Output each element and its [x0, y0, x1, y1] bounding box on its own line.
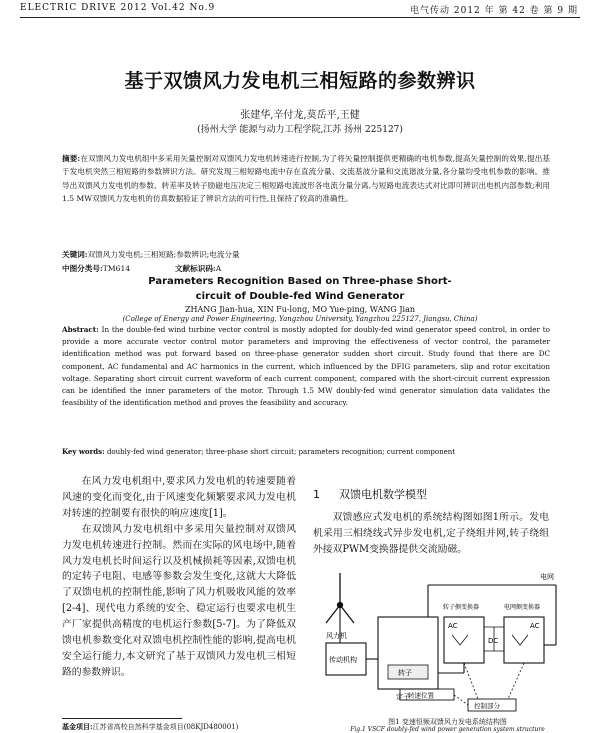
keywords-cn — [62, 249, 240, 260]
figure-1-caption-cn: 图1 变速恒频双馈风力发电系统结构图 — [388, 718, 507, 726]
abstract-cn-text: 在双馈风力发电机组中多采用矢量控制对双馈风力发电机转速进行控制,为了将矢量控制提供更精确的电机参数,提高矢量控制的效果,提出基于发电机突然三相短路的参数辨识方法。研究发现三相短路电流中存在直流分量、交流基波分量和交流谐波分量,各分量均受电机参数的影响。推导出双馈风力发电机的参数、转差率及转子励磁电压决定三相短路电流波形各电流分量分离,与短路电流表达式对比即可辨识出电机内部参数;利用1.5 MW双馈风力发电机的仿真数据验证了辨识方法的可行性,且保持了较高的准确性。 — [62, 154, 550, 203]
classification — [62, 263, 221, 274]
body-paragraph-1: 在风力发电机组中,要求风力发电机的转速要随着风速的变化而变化,由于风速变化频繁要求风力发电机对转速的控制要有很快的响应速度[1]。 — [62, 476, 296, 519]
clc-label: 中图分类号: — [62, 264, 103, 273]
gearbox-label: 传动机构 — [329, 656, 357, 664]
footnote-label: 基金项目: — [62, 722, 93, 731]
control-label: 控制部分 — [474, 702, 500, 710]
grid-label: 电网 — [540, 573, 554, 581]
figure-1-caption-en: Fig.1 VSCF doubly-fed wind power generation system structure — [350, 726, 545, 733]
journal-header-left: ELECTRIC DRIVE 2012 Vol.42 No.9 — [20, 3, 216, 13]
authors: 张建华,辛付龙,莫岳平,王健 — [240, 110, 360, 121]
footnote — [62, 722, 238, 732]
footnote-rule — [62, 718, 182, 719]
section-1-number: 1 — [313, 488, 320, 501]
keywords-en-label: Key words: — [62, 447, 105, 456]
abstract-en — [62, 324, 550, 409]
abstract-en-text: In the double-fed wind turbine vector control is mostly adopted for doubly-fed wind generator speed control, in order to provide a more accurate vector control motor parameters and improving the effectiveness of vector control, the parameter identification method was put forward based on three-phase generator sudden short circuit. Study found that there are DC component, AC fundamental and AC harmonics in the current, which influenced by the DFIG parameters, slip and rotor excitation voltage. Separating short circuit current waveform of each current component, compared with the short-circuit current expression can be identified the inner parameters of the motor. Through 1.5 MW doubly-fed wind generator simulation data validates the feasibility of the identification method and proves the feasibility and accuracy. — [62, 325, 550, 408]
speed-position-label: 转速位置 — [408, 691, 434, 700]
paper-title: 基于双馈风力发电机三相短路的参数辨识 — [124, 70, 476, 92]
affiliation-en: (College of Energy and Power Engineering, Yangzhou University, Yangzhou 225127, Jiangsu, China) — [122, 315, 478, 323]
grid-side-converter-label: 电网侧变换器 — [504, 604, 541, 611]
doc-code-label: 文献标识码: — [174, 264, 216, 273]
keywords-en — [62, 447, 455, 456]
clc-value: TM614 — [102, 264, 131, 273]
footnote-text: 江苏省高校自然科学基金项目(08KJD480001) — [92, 723, 239, 731]
body-paragraph-2: 在双馈风力发电机组中多采用矢量控制对双馈风力发电机转速进行控制。然而在实际的风电场中,随着风力发电机长时间运行以及机械损耗等因素,双馈电机的定转子电阻、电感等参数会发生变化,这就大大降低了双馈电机的控制性能,影响了风力机吸收风能的效率[2-4]、现代电力系统的安全、稳定运行也要求电机生产厂家提供高精度的电机运行参数[5-7]。为了降低双馈电机参数变化对双馈电机控制性能的影响,提高电机安全运行能力,本文研究了基于双馈风力发电机三相短路的参数辨识。 — [62, 523, 296, 678]
title-en-line2: circuit of Double-fed Wind Generator — [195, 291, 405, 302]
doc-code-value: A — [215, 264, 222, 273]
wind-turbine-label: 风力机 — [326, 632, 347, 640]
figure-1-diagram — [318, 565, 576, 715]
keywords-cn-text: 双馈风力发电机;三相短路;参数辨识;电流分量 — [87, 250, 240, 259]
abstract-cn-label: 摘要: — [62, 154, 81, 163]
ac-label-2: AC — [530, 622, 540, 630]
stator-label: 定子 — [396, 693, 410, 701]
ac-label-1: AC — [448, 622, 458, 630]
authors-en: ZHANG Jian-hua, XIN Fu-long, MO Yue-ping, WANG Jian — [184, 305, 416, 314]
journal-header-right: 电气传动 2012 年 第 42 卷 第 9 期 — [410, 6, 578, 16]
header-rule — [20, 17, 580, 18]
section-1-heading — [313, 486, 427, 502]
keywords-cn-label: 关键词: — [62, 250, 88, 259]
section-1-title: 双馈电机数学模型 — [339, 488, 427, 501]
body-left-column — [62, 474, 296, 681]
keywords-en-text: doubly-fed wind generator; three-phase short circuit; parameters recognition; current component — [106, 448, 456, 456]
title-en-line1: Parameters Recognition Based on Three-phase Short- — [148, 276, 452, 287]
abstract-en-label: Abstract: — [62, 325, 99, 334]
dc-label: DC — [488, 637, 499, 645]
affiliation: (扬州大学 能源与动力工程学院,江苏 扬州 225127) — [197, 125, 403, 135]
section-1-text: 双馈感应式发电机的系统结构图如图1所示。发电机采用三相绕线式异步发电机,定子绕组并网,转子绕组外接双PWM变换器提供交流励磁。 — [313, 512, 549, 555]
abstract-cn — [62, 152, 550, 205]
rotor-side-converter-label: 转子侧变换器 — [443, 604, 480, 611]
rotor-label: 转子 — [398, 669, 412, 677]
